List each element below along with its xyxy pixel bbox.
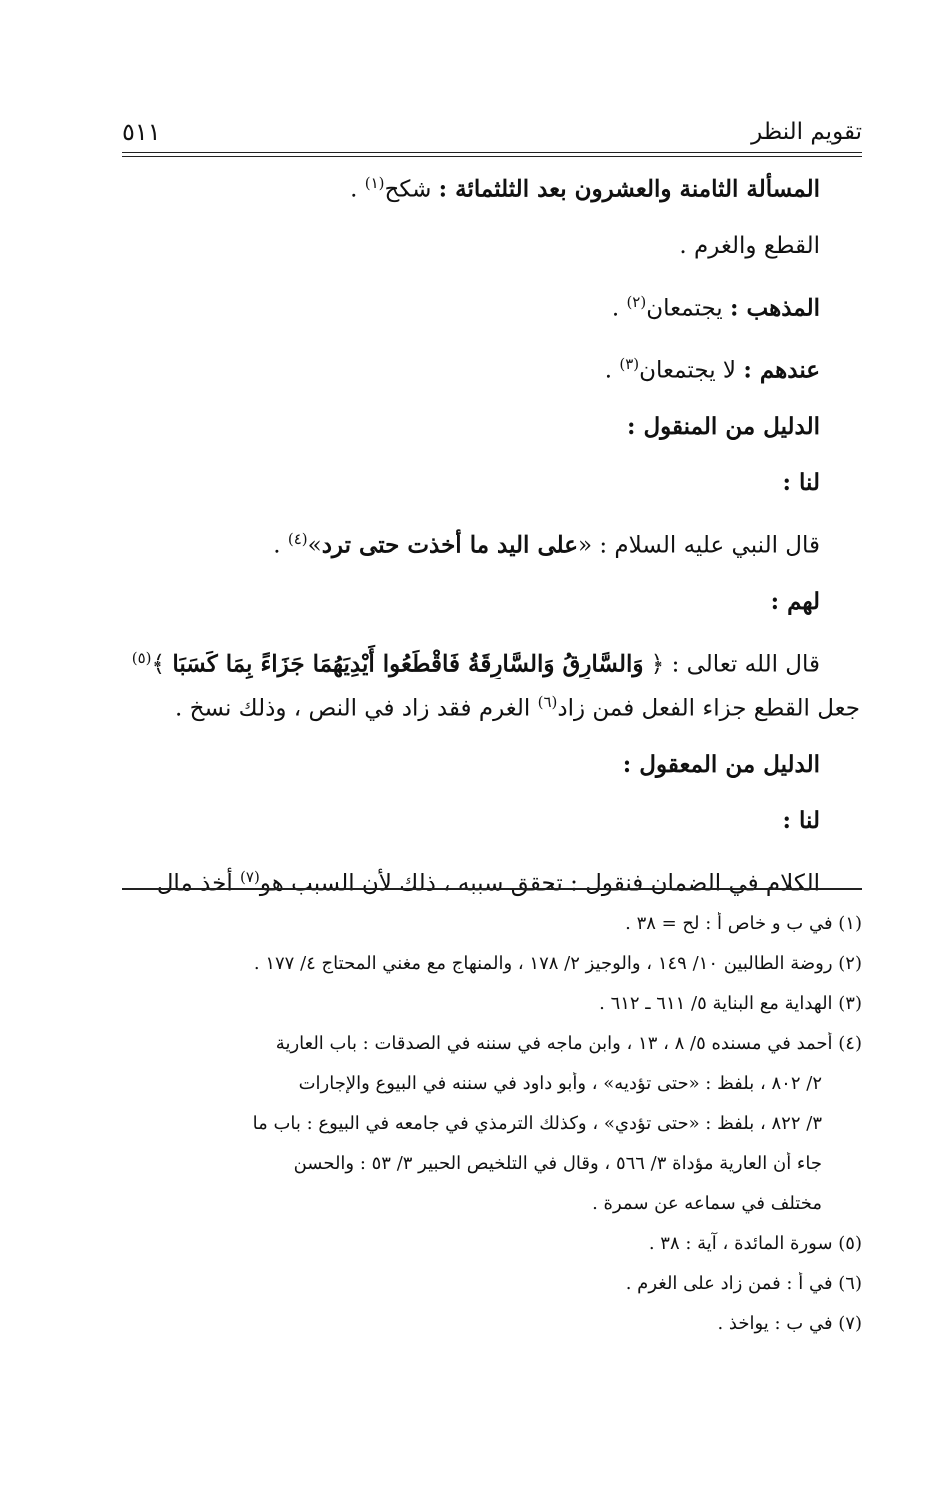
issue-title-line <box>122 168 820 205</box>
argument-part-1: جعل القطع جزاء الفعل فمن زاد <box>557 695 860 722</box>
punctuation: . <box>350 176 365 203</box>
madhhab-label: المذهب : <box>730 294 820 322</box>
footnote-4-line-3: ٣/ ٨٢٢ ، بلفظ : «حتى تؤدي» ، وكذلك الترمذي في جامعه في البيوع : باب ما <box>252 1113 822 1134</box>
reasoning-line <box>122 862 820 899</box>
header-rule <box>122 152 862 153</box>
issue-code: شكح <box>384 176 439 203</box>
punctuation: . <box>604 357 620 384</box>
punctuation: . <box>273 532 288 559</box>
hadith-intro: قال النبي عليه السلام : « <box>577 532 820 559</box>
footnote-4-line-1: (٤) أحمد في مسنده ٥/ ٨ ، ١٣ ، وابن ماجه في سننه في الصدقات : باب العارية <box>275 1033 862 1054</box>
punctuation: . <box>611 295 627 322</box>
quote-close: » <box>307 532 322 559</box>
footnote-2: (٢) روضة الطالبين ١٠/ ١٤٩ ، والوجيز ٢/ ١٧٨ ، والمنهاج مع مغني المحتاج ٤/ ١٧٧ . <box>253 953 862 974</box>
page-header <box>122 112 862 152</box>
page-number: ٥١١ <box>122 118 161 146</box>
quran-verse: وَالسَّارِقُ وَالسَّارِقَةُ فَاقْطَعُوا أَيْدِيَهُمَا جَزَاءً بِمَا كَسَبَا <box>172 650 644 678</box>
subheading-theirs: لهم : <box>770 587 820 615</box>
verse-intro: قال الله تعالى : ﴿ <box>643 651 820 678</box>
footnote-1: (١) في ب و خاص أ : لح = ٣٨ . <box>625 913 862 934</box>
footnote-6: (٦) في أ : فمن زاد على الغرم . <box>625 1273 862 1294</box>
footnote-ref-5: (٥) <box>131 648 152 667</box>
footnote-3: (٣) الهداية مع البناية ٥/ ٦١١ ـ ٦١٢ . <box>599 993 862 1014</box>
footnote-ref-4: (٤) <box>287 529 308 548</box>
footnote-ref-6: (٦) <box>537 693 558 712</box>
reasoning-part-2: أخذ مال <box>156 870 241 897</box>
opponents-label: عندهم : <box>743 356 820 384</box>
madhhab-text: يجتمعان <box>646 295 731 322</box>
opponents-line <box>122 349 820 386</box>
footnote-7: (٧) في ب : يواخذ . <box>717 1313 862 1334</box>
argument-line <box>122 687 860 724</box>
footnote-separator <box>122 888 862 890</box>
footnote-5: (٥) سورة المائدة ، آية : ٣٨ . <box>648 1233 862 1254</box>
footnote-4-line-2: ٢/ ٨٠٢ ، بلفظ : «حتى تؤديه» ، وأبو داود في سننه في البيوع والإجارات <box>298 1073 822 1094</box>
reasoning-part-1: الكلام في الضمان فنقول : تحقق سببه ، ذلك لأن السبب هو <box>259 870 820 897</box>
verse-line <box>122 643 820 680</box>
footnote-4-line-4: جاء أن العارية مؤداة ٣/ ٥٦٦ ، وقال في التلخيص الحبير ٣/ ٥٣ : والحسن <box>293 1153 822 1174</box>
madhhab-line <box>122 287 820 324</box>
issue-subject: القطع والغرم . <box>679 232 820 259</box>
footnotes <box>122 912 862 1352</box>
verse-close: ﴾ <box>151 651 173 678</box>
running-title: تقويم النظر <box>751 119 862 145</box>
argument-part-2: الغرم فقد زاد في النص ، وذلك نسخ . <box>174 695 538 722</box>
issue-title: المسألة الثامنة والعشرون بعد الثلثمائة : <box>438 175 820 203</box>
opponents-text: لا يجتمعان <box>639 357 744 384</box>
subheading-ours-2: لنا : <box>782 806 820 834</box>
section-heading-transmitted: الدليل من المنقول : <box>626 412 820 440</box>
footnote-4-line-5: مختلف في سماعه عن سمرة . <box>592 1193 822 1214</box>
section-heading-rational: الدليل من المعقول : <box>622 750 820 778</box>
hadith-line <box>122 524 820 561</box>
subheading-ours: لنا : <box>782 468 820 496</box>
hadith-text: على اليد ما أخذت حتى ترد <box>321 531 578 559</box>
footnote-ref-1: (١) <box>364 174 385 192</box>
header-rule-2 <box>122 156 862 157</box>
footnote-ref-7: (٧) <box>240 867 260 886</box>
footnote-ref-2: (٢) <box>626 292 647 311</box>
footnote-ref-3: (٣) <box>619 355 640 374</box>
